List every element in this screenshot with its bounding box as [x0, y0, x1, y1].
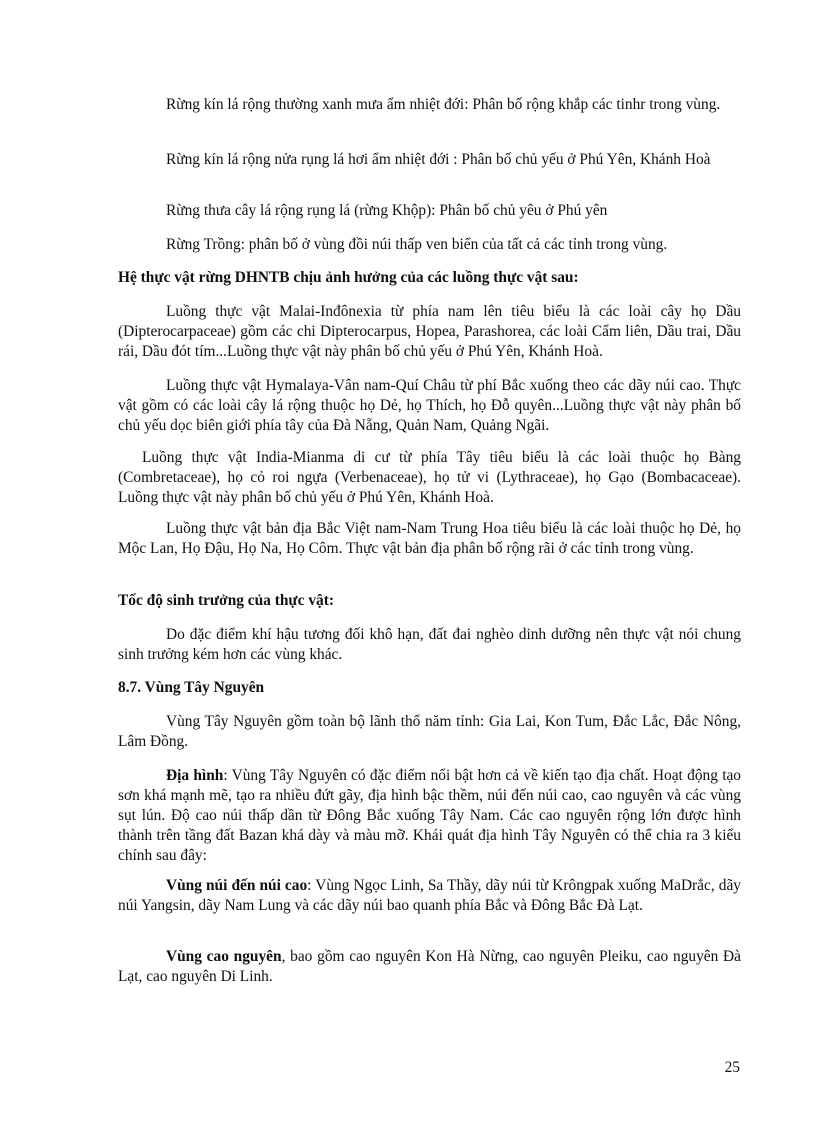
paragraph-growth-rate: Do đặc điểm khí hậu tương đối khô hạn, đất đai nghèo dinh dưỡng nên thực vật nói chung sinh trưởng kém hơn các vùng khác.: [118, 626, 741, 663]
terrain-text: : Vùng Tây Nguyên có đặc điểm nổi bật hơn cả về kiến tạo địa chất. Hoạt động tạo sơn khá mạnh mẽ, tạo ra nhiều đứt gãy, địa hình bậc thềm, núi đến núi cao, cao nguyên và các vùng sụt lún. Độ cao núi thấp dần từ Đông Bắc xuống Tây Nam. Các cao nguyên rộng lớn được hình thành trên tầng đất Bazan khá dày và màu mỡ. Khái quát địa hình Tây Nguyên có thể chia ra 3 kiểu chính sau đây:: [118, 767, 741, 864]
plateau-region-label: Vùng cao nguyên: [166, 948, 282, 965]
paragraph-evergreen-forest: Rừng kín lá rộng thường xanh mưa ẩm nhiệt đới: Phân bố rộng khắp các tinhr trong vùng.: [166, 96, 721, 113]
paragraph-native-flora: Luồng thực vật bản địa Bắc Việt nam-Nam Trung Hoa tiêu biểu là các loài thuộc họ Dẻ, họ Mộc Lan, Họ Đậu, Họ Na, Họ Côm. Thực vật bản địa phân bố rộng rãi ở các tỉnh trong vùng.: [118, 520, 741, 557]
section-heading-tay-nguyen: 8.7. Vùng Tây Nguyên: [118, 679, 265, 696]
paragraph-mountain-region: [118, 876, 741, 916]
paragraph-india-mianma-flora: Luồng thực vật India-Mianma di cư từ phía Tây tiêu biểu là các loài thuộc họ Bàng (Combretaceae), họ cỏ roi ngựa (Verbenaceae), họ tử vi (Lythraceae), họ Gạo (Bombacaceae). Luồng thực vật này phân bố chủ yếu ở Phú Yên, Khánh Hoà.: [118, 449, 741, 506]
mountain-region-label: Vùng núi đến núi cao: [166, 877, 308, 894]
terrain-label: Địa hình: [166, 767, 224, 784]
paragraph-malai-flora: Luồng thực vật Malai-Inđônexia từ phía nam lên tiêu biểu là các loài cây họ Dầu (Dipterocarpaceae) gồm các chi Dipterocarpus, Hopea, Parashorea, các loài Cẩm liên, Dầu trai, Dầu rái, Dầu đót tím...Luồng thực vật này phân bố chủ yếu ở Phú Yên, Khánh Hoà.: [118, 303, 741, 360]
plateau-region-text: , bao gồm cao nguyên Kon Hà Nừng, cao nguyên Pleiku, cao nguyên Đà Lạt, cao nguyên Di Linh.: [118, 948, 742, 985]
paragraph-planted-forest: Rừng Trồng: phân bố ở vùng đồi núi thấp ven biển của tất cả các tỉnh trong vùng.: [166, 236, 668, 253]
paragraph-terrain: [118, 766, 741, 866]
heading-flora-influences: Hệ thực vật rừng DHNTB chịu ảnh hưởng của các luồng thực vật sau:: [118, 269, 579, 286]
paragraph-tay-nguyen-provinces: Vùng Tây Nguyên gồm toàn bộ lãnh thổ năm tỉnh: Gia Lai, Kon Tum, Đắc Lắc, Đắc Nông, Lâm Đồng.: [118, 713, 741, 750]
paragraph-open-deciduous-forest: Rừng thưa cây lá rộng rụng lá (rừng Khộp): Phân bố chủ yêu ở Phú yên: [166, 202, 608, 219]
paragraph-himalaya-flora: Luồng thực vật Hymalaya-Vân nam-Quí Châu từ phí Bắc xuống theo các dãy núi cao. Thực vật gồm có các loài cây lá rộng thuộc họ Dẻ, họ Thích, họ Đỗ quyên...Luồng thực vật này phân bố chủ yếu dọc biên giới phía tây của Đà Nẵng, Quản Nam, Quảng Ngãi.: [118, 377, 741, 434]
page-number: 25: [724, 1059, 740, 1076]
mountain-region-text: : Vùng Ngọc Linh, Sa Thầy, dãy núi từ Krôngpak xuống MaDrắc, dãy núi Yangsin, dãy Nam Lung và các dãy núi bao quanh phía Bắc và Đông Bắc Đà Lạt.: [118, 877, 741, 914]
paragraph-semi-deciduous-forest: Rừng kín lá rộng nửa rụng lá hơi ẩm nhiệt đới : Phân bố chủ yếu ở Phú Yên, Khánh Hoà: [166, 151, 711, 168]
paragraph-plateau-region: [118, 947, 741, 987]
heading-growth-rate: Tốc độ sinh trưởng của thực vật:: [118, 592, 334, 609]
